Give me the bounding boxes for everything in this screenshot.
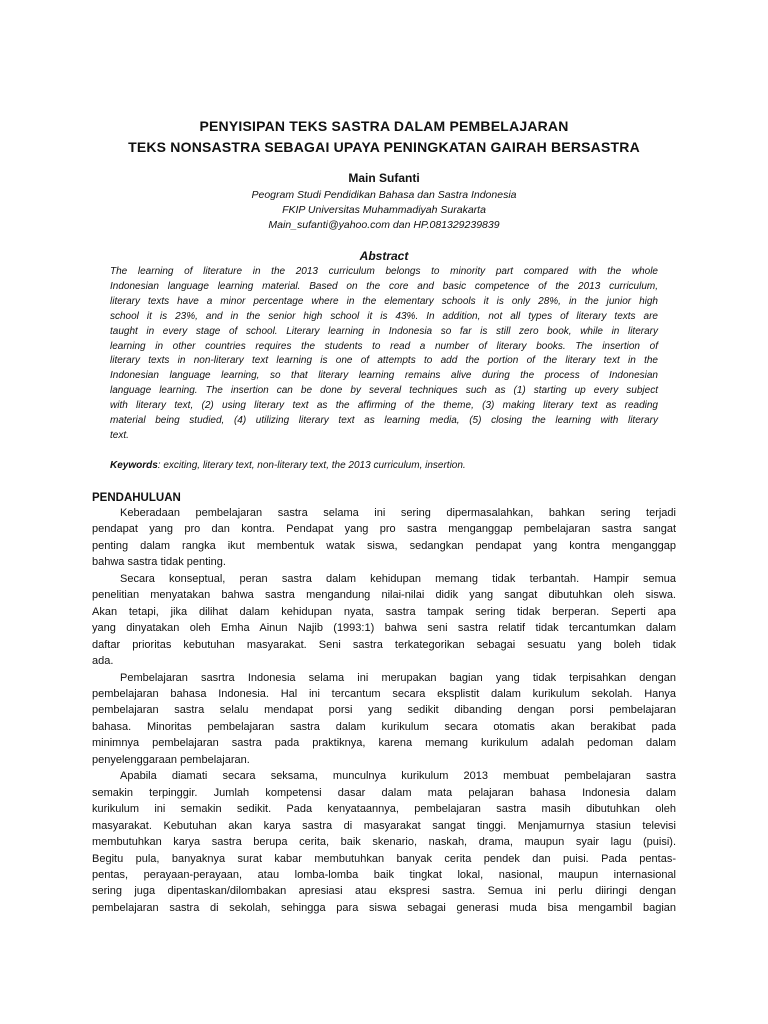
keywords: [110, 459, 658, 473]
body-line: kurikulum ini semakin sedikit. Pada kenyataannya, pembelajaran sastra masih dibutuhkan oleh: [92, 803, 676, 816]
body-line: pendapat yang pro dan kontra. Pendapat yang pro sastra menganggap pembelajaran sastra sangat: [92, 523, 676, 536]
body-line: bahwa sastra tidak penting.: [92, 556, 226, 569]
body-line: ada.: [92, 655, 114, 668]
body-line: Apabila diamati secara seksama, munculnya kurikulum 2013 membuat pembelajaran sastra: [120, 770, 676, 783]
body-line: semakin terpinggir. Jumlah kompetensi dasar dalam mata pelajaran bahasa Indonesia dalam: [92, 786, 676, 799]
abstract-line: literary texts have a minor percentage where in the elementary schools it is only 28%, in the junior high: [110, 295, 658, 307]
body-line: Pembelajaran sasrtra Indonesia selama ini merupakan bagian yang tidak terpisahkan dengan: [120, 671, 676, 684]
body-line: penting dalam rangka ikut membentuk watak siswa, sedangkan pendapat yang kontra menganggap: [92, 539, 676, 552]
abstract-line: with literary text, (2) using literary text as the affirming of the theme, (3) making literary text as reading: [110, 400, 658, 412]
keywords-text: : exciting, literary text, non-literary text, the 2013 curriculum, insertion.: [157, 460, 466, 471]
abstract-line: Indonesian language learning, so that literary learning remains alive during the process of Indonesian: [110, 370, 658, 382]
abstract-line: literary texts in non-literary text learning is one of attempts to add the portion of the literary text in the: [110, 355, 658, 367]
abstract-line: Indonesian language learning material. Based on the core and basic competence of the 2013 curriculum,: [110, 280, 658, 292]
affiliation-line: Peogram Studi Pendidikan Bahasa dan Sastra Indonesia: [251, 189, 517, 201]
body-line: daftar prioritas kebutuhan masyarakat. Seni sastra terkategorikan sebagai sesuatu yang boleh tidak: [92, 638, 676, 651]
abstract-text: [110, 265, 658, 444]
body-line: penelitian menyatakan bahwa sastra mengandung nilai-nilai didik yang sangat dibutuhkan oleh siswa.: [92, 589, 676, 602]
body-line: pembelajaran sastra di sekolah, sehingga para siswa sebagai generasi muda bisa mengambil bagian: [92, 901, 676, 914]
body-line: minimnya pembelajaran sastra pada praktiknya, karena memang kurikulum adalah pedoman dalam: [92, 737, 676, 750]
body-text: [92, 505, 676, 916]
title-line: TEKS NONSASTRA SEBAGAI UPAYA PENINGKATAN GAIRAH BERSASTRA: [128, 139, 640, 155]
title-line: PENYISIPAN TEKS SASTRA DALAM PEMBELAJARAN: [199, 118, 569, 134]
body-line: bahasa. Minoritas pembelajaran sastra dalam kurikulum secara otomatis akan berakibat pada: [92, 720, 676, 733]
body-line: Secara konseptual, peran sastra dalam kehidupan memang tidak terbantah. Hampir semua: [120, 572, 676, 585]
affiliation-line: FKIP Universitas Muhammadiyah Surakarta: [282, 204, 486, 216]
affiliation-line: Main_sufanti@yahoo.com dan HP.081329239839: [268, 219, 500, 231]
author-affiliation: [60, 188, 708, 233]
abstract-line: material being studied, (4) utilizing literary text as learning media, (5) closing the learning with literary: [110, 415, 658, 427]
abstract-line: language learning. The insertion can be done by several techniques such as (1) starting up every subject: [110, 385, 658, 397]
section-heading: PENDAHULUAN: [92, 492, 181, 504]
body-line: pembelajaran bahasa Indonesia. Hal ini tercantum secara eksplistit dalam kurikulum sekolah. Hanya: [92, 687, 676, 700]
body-line: Keberadaan pembelajaran sastra selama ini sering dipermasalahkan, bahkan sering terjadi: [120, 507, 676, 519]
body-line: pembelajaran sastra selalu mendapat porsi yang sedikit dibanding dengan porsi pembelajaran: [92, 704, 676, 717]
author-name: Main Sufanti: [348, 171, 420, 185]
body-line: membutuhkan karya sastra berupa cerita, baik skenario, naskah, drama, maupun syair lagu (puisi).: [92, 836, 676, 849]
abstract-line: taught in every stage of school. Literary learning in Indonesia so far is still zero book, while in literary: [110, 325, 658, 337]
abstract-heading: Abstract: [359, 249, 409, 263]
paper-title: [60, 116, 708, 158]
abstract-line: learning in other countries requires the students to read a number of literary books. The insertion of: [110, 340, 658, 352]
body-line: masyarakat. Kebutuhan akan karya sastra di masyarakat sangat tinggi. Menjamurnya stasiun televisi: [92, 819, 676, 832]
abstract-line: text.: [110, 429, 129, 441]
body-line: yang dinyatakan oleh Emha Ainun Najib (1993:1) bahwa seni sastra relatif tidak tercantumkan dalam: [92, 622, 676, 635]
body-line: Akan tetapi, jika dilihat dalam kehidupan nyata, sastra tampak sering tidak berperan. Seperti apa: [92, 605, 676, 618]
abstract-line: school it is 23%, and in the senior high school it is 43%. In addition, not all types of literary texts are: [110, 310, 658, 322]
body-line: penyelenggaraan pembelajaran.: [92, 753, 250, 766]
body-line: Begitu pula, banyaknya surat kabar membutuhkan banyak cerita pendek dan puisi. Pada pentas-: [92, 852, 676, 865]
keywords-label: Keywords: [110, 460, 158, 471]
abstract-line: The learning of literature in the 2013 curriculum belongs to minority part compared with the whole: [110, 266, 658, 277]
body-line: pentas, perayaan-perayaan, atau lomba-lomba baik tingkat lokal, nasional, maupun internasional: [92, 868, 676, 881]
body-line: sering juga dipentaskan/dilombakan apresiasi atau ekspresi sastra. Semua ini perlu diiringi dengan: [92, 885, 676, 898]
